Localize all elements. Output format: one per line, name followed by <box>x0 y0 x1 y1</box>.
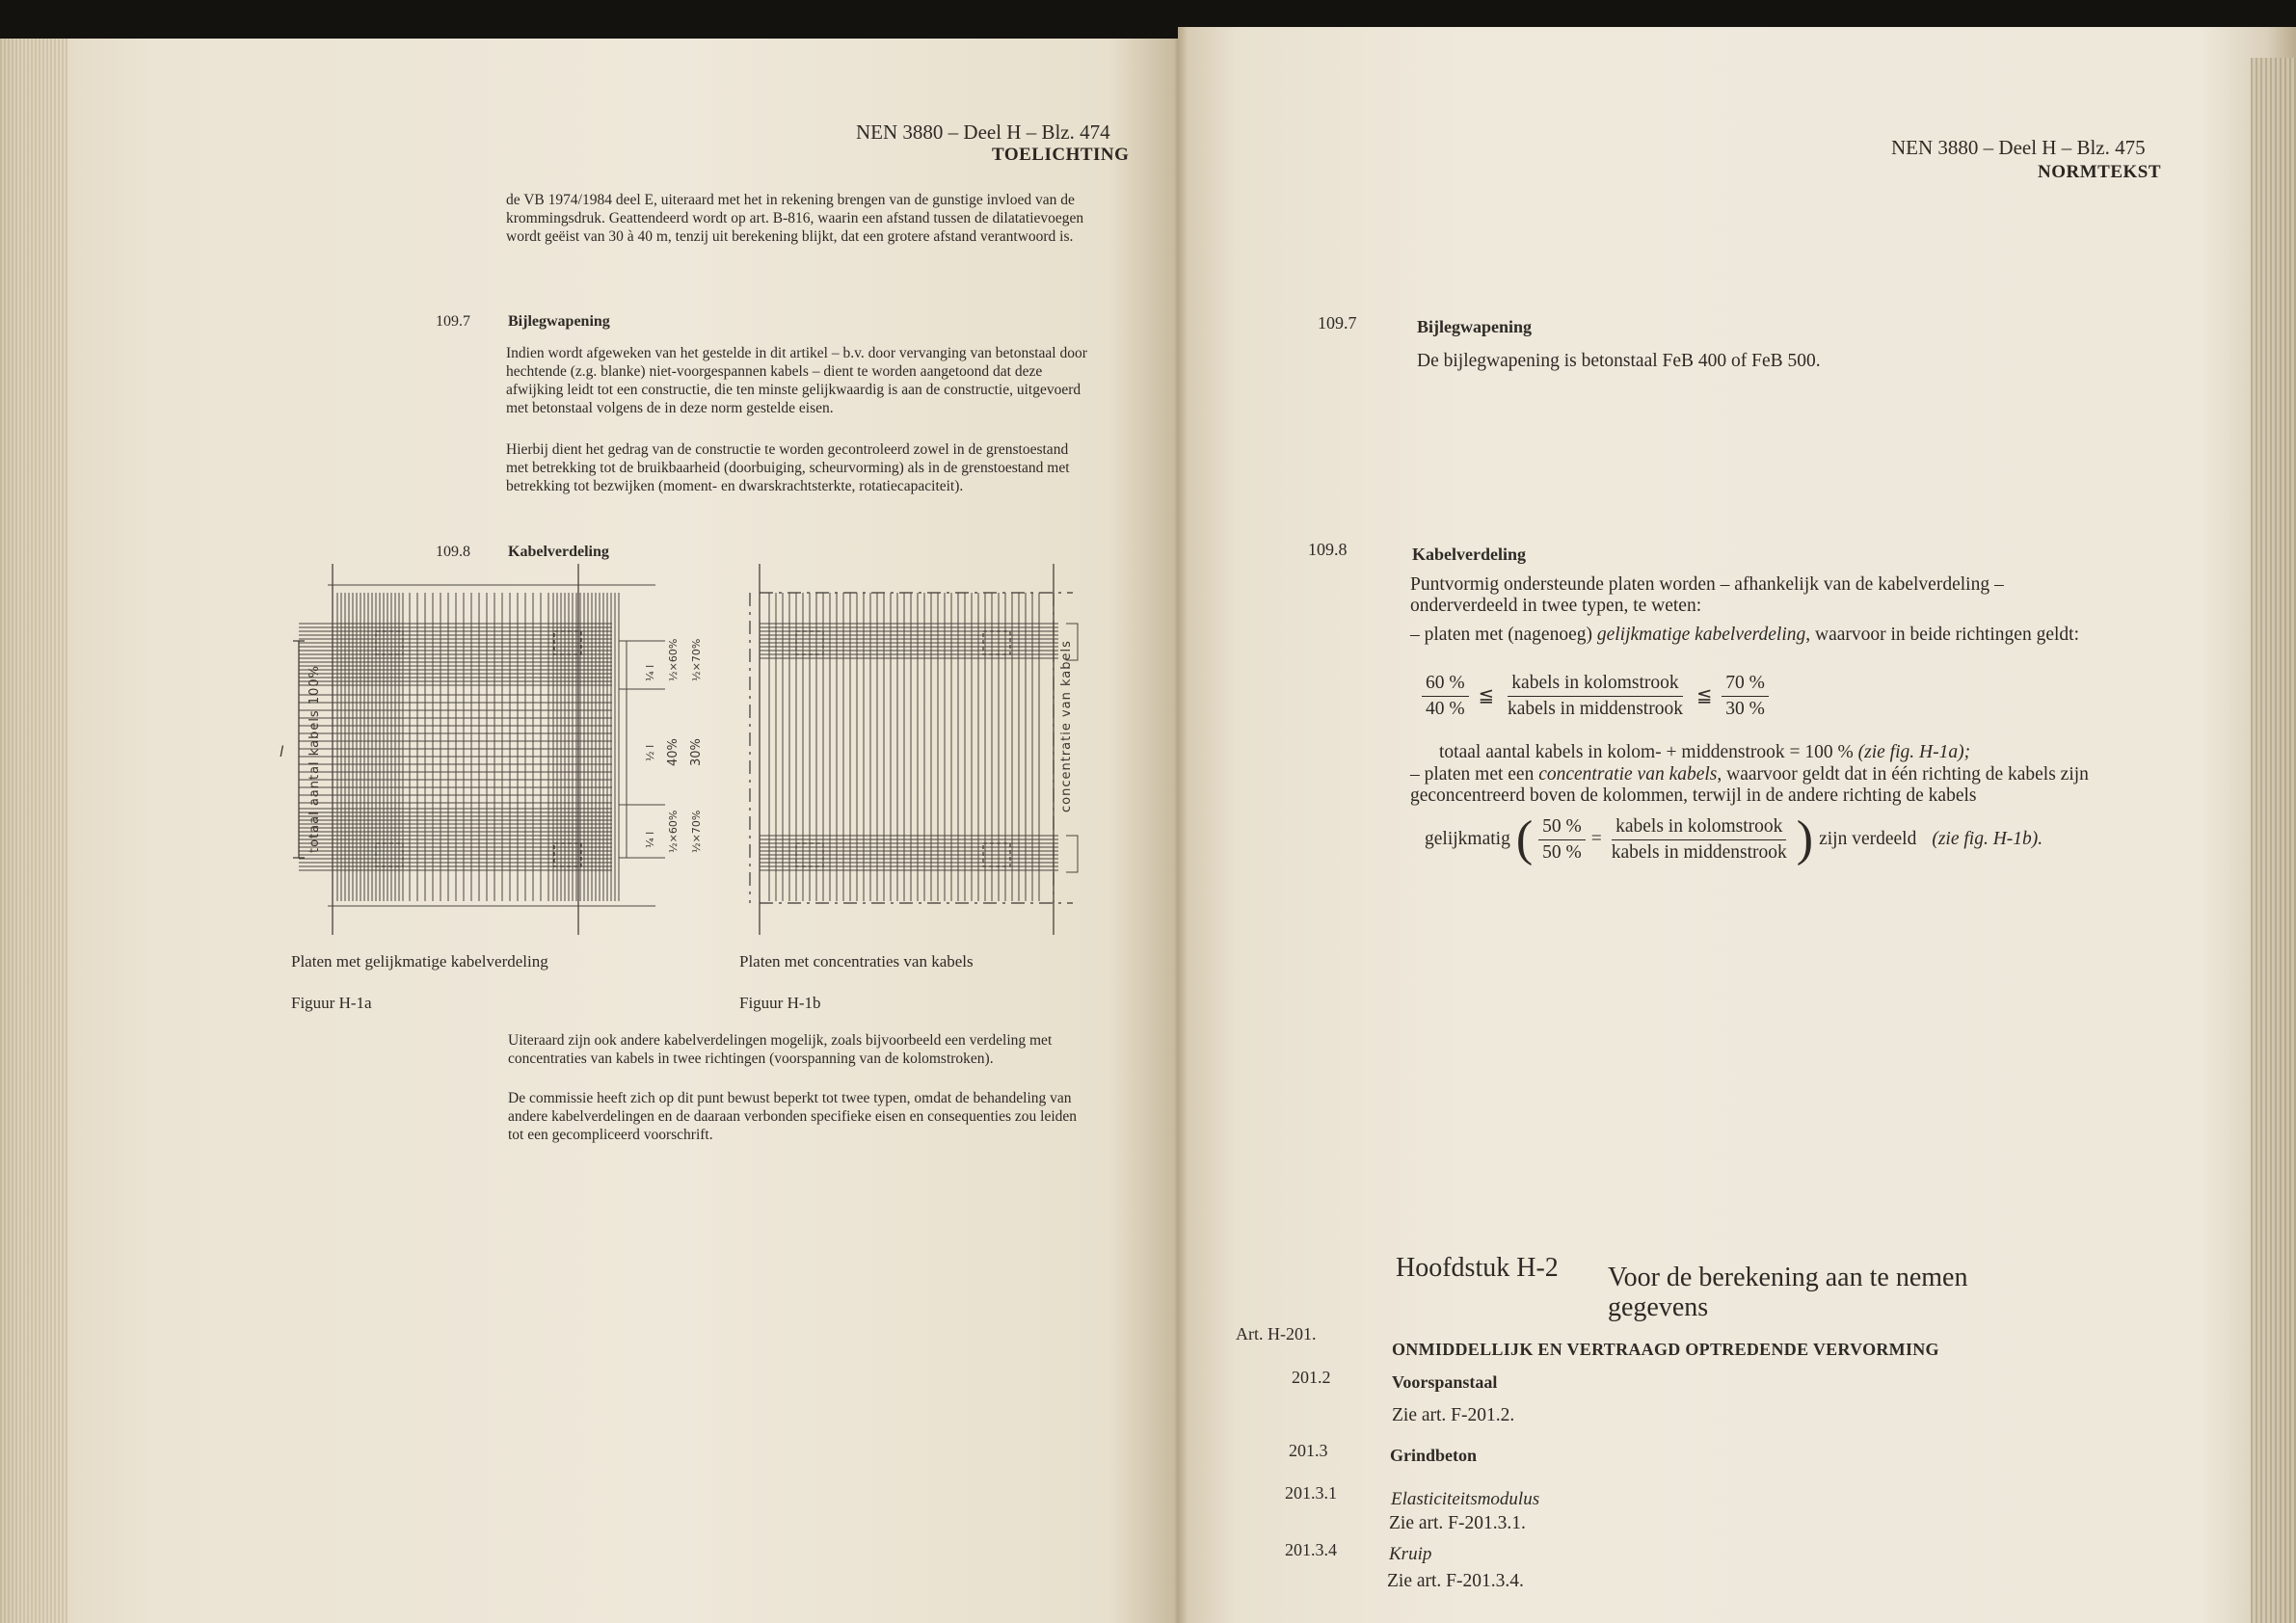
page-edges-left <box>0 39 67 1623</box>
total-line-ref: (zie fig. H-1a); <box>1857 742 1971 762</box>
fig-a-side-label: totaal aantal kabels 100% <box>307 664 322 853</box>
total-line-text: totaal aantal kabels in kolom- + middenstrook = 100 % <box>1439 742 1854 762</box>
left-109-8-number: 109.8 <box>436 544 470 560</box>
left-109-7-paragraph-2: Hierbij dient het gedrag van de constructie te worden gecontroleerd zowel in de grenstoestand met betrekking tot de bruikbaarheid (doorbuiging, scheurvorming) als in de grenstoestand met betrekking tot bezwijken (moment- en dwarskrachtsterkte, rotatiecapaciteit). <box>506 441 1070 494</box>
chapter-title-line-2: gegevens <box>1608 1292 1709 1322</box>
right-bullet-1 <box>1410 625 2114 646</box>
fig-a-cable-grid <box>299 593 619 901</box>
right-109-7-number: 109.7 <box>1318 313 1357 333</box>
left-intro-paragraph: de VB 1974/1984 deel E, uiteraard met het in rekening brengen van de gunstige invloed van de krommingsdruk. Geattendeerd wordt op art. B-816, waarin een afstand tussen de dilatatievoegen wordt geëist van 30 à 40 m, tenzij uit berekening blijkt, dat een grotere afstand verantwoord is. <box>506 192 1084 245</box>
art-201-2-text: Zie art. F-201.2. <box>1392 1405 1515 1425</box>
chapter-label: Hoofdstuk H-2 <box>1396 1253 1559 1283</box>
formula-2-ref: (zie fig. H-1b). <box>1932 829 2043 849</box>
bullet-1-prefix: – platen met (nagenoeg) <box>1410 625 1592 645</box>
fig-a-quarter-l-bottom: ¼ l <box>644 831 656 848</box>
formula-1-mid-num: kabels in kolomstrook <box>1508 673 1682 697</box>
art-201-3-4-text: Zie art. F-201.3.4. <box>1387 1571 1524 1591</box>
formula-concentratie <box>1425 814 2042 865</box>
left-109-7-paragraph-1: Indien wordt afgeweken van het gestelde in dit artikel – b.v. door vervanging van betonstaal door hechtende (z.g. blanke) niet-voorgespannen kabels – dient te worden aangetoond dat deze afwijking leidt tot een constructie, die ten minste gelijkwaardig is aan de constructie, uitgevoerd met betonstaal volgens de in deze norm gestelde eisen. <box>506 345 1087 416</box>
art-201-3-4-title: Kruip <box>1389 1544 1432 1564</box>
paren-close: ) <box>1796 812 1814 866</box>
right-109-7-text: De bijlegwapening is betonstaal FeB 400 of FeB 500. <box>1417 351 1821 371</box>
bullet-2-suffix: , waarvoor geldt dat in één richting de kabels zijn geconcentreerd boven de kolommen, terwijl in de andere richting de kabels <box>1410 764 2089 806</box>
art-201-3-1-number: 201.3.1 <box>1285 1483 1337 1503</box>
formula-2-equals: = <box>1590 829 1602 849</box>
left-closing-paragraph-2: De commissie heeft zich op dit punt bewust beperkt tot twee typen, omdat de behandeling van andere kabelverdelingen en de daaraan verbonden specifieke eisen en consequenties zou leiden tot een gecompliceerd voorschrift. <box>508 1090 1078 1143</box>
formula-1-right <box>1722 673 1769 720</box>
fig-a-quarter-l-top: ¼ l <box>644 664 656 681</box>
right-109-8-number: 109.8 <box>1308 540 1348 559</box>
left-closing-paragraph-1: Uiteraard zijn ook andere kabelverdelingen mogelijk, zoals bijvoorbeeld een verdeling met concentraties van kabels in twee richtingen (voorspanning van de kolomstroken). <box>508 1032 1053 1067</box>
left-109-8-title: Kabelverdeling <box>508 544 609 560</box>
figure-h1a-drawing <box>280 564 704 935</box>
fig-a-band-1-bottom: ½×60% <box>667 810 680 853</box>
formula-1-mid-den: kabels in middenstrook <box>1507 699 1683 719</box>
fig-a-half-l: ½ l <box>644 744 656 761</box>
formula-2-prefix: gelijkmatig <box>1425 829 1510 849</box>
formula-1-mid <box>1504 673 1687 720</box>
fig-a-l-label: l <box>280 743 284 760</box>
art-201-2-number: 201.2 <box>1292 1368 1331 1387</box>
fig-b-side-label: concentratie van kabels <box>1059 640 1074 812</box>
figure-h1a-caption: Platen met gelijkmatige kabelverdeling <box>291 952 548 971</box>
chapter-title-line-1: Voor de berekening aan te nemen <box>1608 1263 1968 1292</box>
formula-1-right-den: 30 % <box>1725 699 1765 719</box>
formula-1-rel-2: ≦ <box>1695 685 1713 706</box>
figure-h1b-label: Figuur H-1b <box>739 994 821 1012</box>
formula-2-suffix: zijn verdeeld <box>1819 829 1917 849</box>
right-109-8-title: Kabelverdeling <box>1412 545 1526 564</box>
right-bullet-2 <box>1410 764 2114 807</box>
formula-2-left <box>1538 816 1586 864</box>
bullet-1-suffix: , waarvoor in beide richtingen geldt: <box>1805 625 2079 645</box>
fig-a-band-2-top: ½×70% <box>690 638 703 681</box>
art-201-3-title: Grindbeton <box>1390 1446 1478 1465</box>
formula-1-left-num: 60 % <box>1422 673 1469 697</box>
formula-2-mid-den: kabels in middenstrook <box>1611 841 1787 863</box>
bullet-2-prefix: – platen met een <box>1410 764 1535 785</box>
art-h201-title: ONMIDDELLIJK EN VERTRAAGD OPTREDENDE VERVORMING <box>1392 1340 1939 1359</box>
fig-a-mid-1: 40% <box>666 738 681 766</box>
figure-h1a-label: Figuur H-1a <box>291 994 372 1012</box>
right-109-8-intro: Puntvormig ondersteunde platen worden – afhankelijk van de kabelverdeling – onderverdeeld in twee typen, te weten: <box>1410 574 2004 616</box>
left-109-7-number: 109.7 <box>436 313 470 330</box>
figure-h1b-caption: Platen met concentraties van kabels <box>739 952 974 971</box>
right-header-docref: NEN 3880 – Deel H – Blz. 475 <box>1891 136 2146 159</box>
paren-open: ( <box>1515 812 1534 866</box>
art-201-3-1-text: Zie art. F-201.3.1. <box>1389 1513 1526 1533</box>
fig-b-cable-grid <box>760 593 1058 901</box>
formula-gelijkmatig <box>1422 673 1769 720</box>
formula-2-mid-num: kabels in kolomstrook <box>1612 816 1786 840</box>
art-201-3-number: 201.3 <box>1289 1441 1328 1460</box>
formula-1-rel-1: ≦ <box>1478 685 1494 706</box>
right-header-section: NORMTEKST <box>2038 162 2162 182</box>
page-edges-right <box>2251 58 2296 1623</box>
formula-2-mid <box>1608 816 1791 864</box>
fig-a-mid-2: 30% <box>689 738 704 766</box>
formula-1-left-den: 40 % <box>1426 699 1465 719</box>
left-header-docref: NEN 3880 – Deel H – Blz. 474 <box>856 120 1110 144</box>
chapter-title <box>1608 1263 1967 1322</box>
formula-1-left <box>1422 673 1469 720</box>
art-201-3-4-number: 201.3.4 <box>1285 1540 1337 1559</box>
total-line <box>1439 742 1970 763</box>
formula-1-right-num: 70 % <box>1722 673 1769 697</box>
bullet-1-italic: gelijkmatige kabelverdeling <box>1596 625 1806 645</box>
figure-h1b-drawing <box>740 564 1107 935</box>
formula-2-left-den: 50 % <box>1542 841 1582 863</box>
left-109-7-title: Bijlegwapening <box>508 313 610 330</box>
art-h201-number: Art. H-201. <box>1236 1324 1317 1344</box>
art-201-3-1-title: Elasticiteitsmodulus <box>1391 1489 1540 1509</box>
art-201-2-title: Voorspanstaal <box>1392 1372 1498 1392</box>
right-109-7-title: Bijlegwapening <box>1417 317 1533 336</box>
fig-a-band-2-bottom: ½×70% <box>690 810 703 853</box>
formula-2-left-num: 50 % <box>1538 816 1586 840</box>
fig-a-band-1-top: ½×60% <box>667 638 680 681</box>
left-header-section: TOELICHTING <box>992 145 1130 165</box>
bullet-2-italic: concentratie van kabels <box>1538 764 1718 785</box>
